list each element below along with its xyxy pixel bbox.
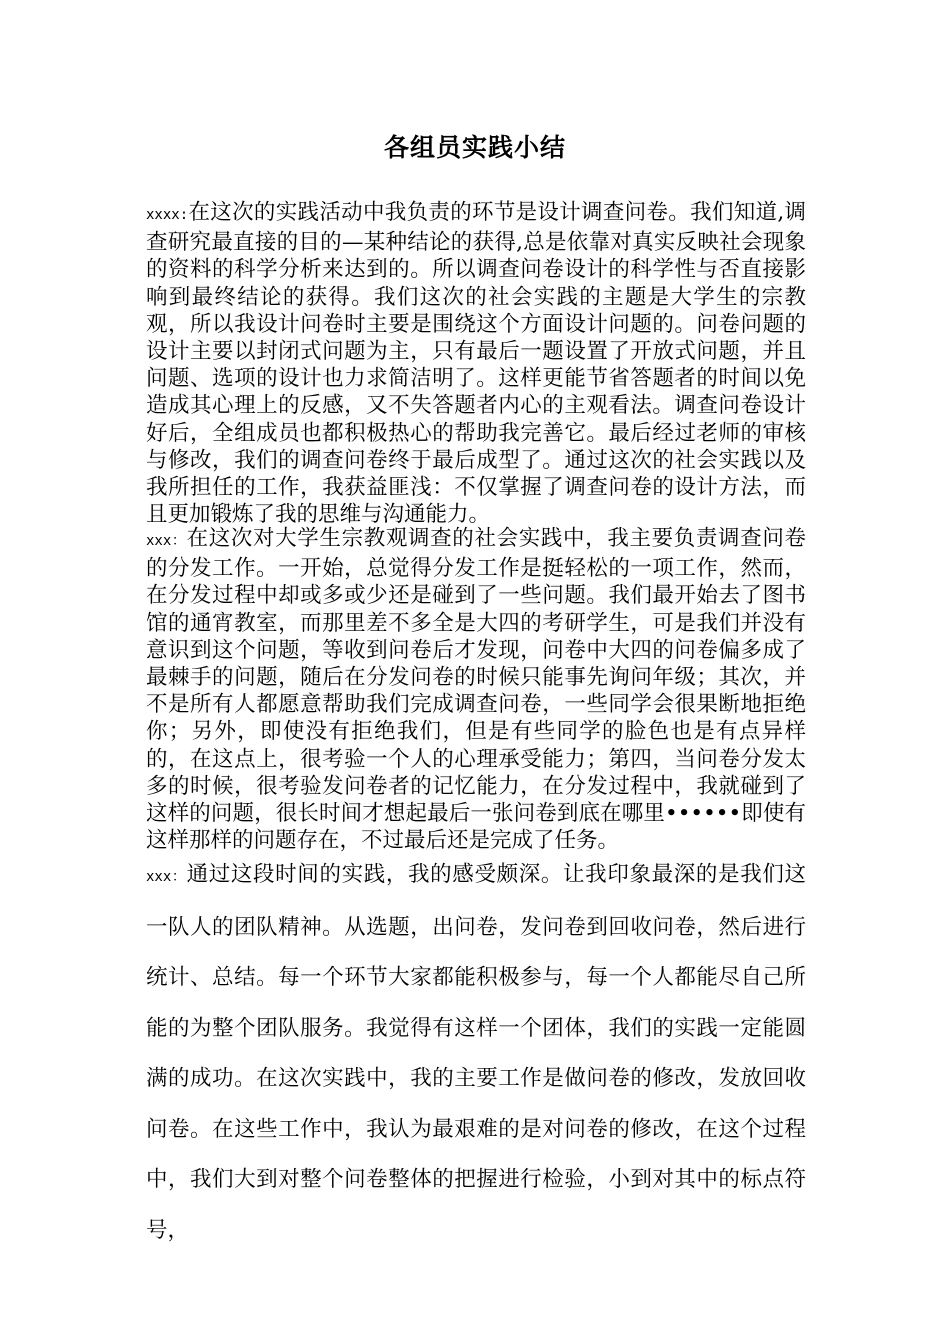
member-name-1: xxxx: xyxy=(146,207,189,223)
paragraph-1-text: 在这次的实践活动中我负责的环节是设计调查问卷。我们知道,调查研究最直接的目的—某种结论的获得,总是依靠对真实反映社会现象的资料的科学分析来达到的。所以调查问卷设计的科学性与否直接影响到最终结论的获得。我们这次的社会实践的主题是大学生的宗教观，所以我设计问卷时主要是围绕这个方面设计问题的。问卷问题的设计主要以封闭式问题为主，只有最后一题设置了开放式问题，并且问题、选项的设计也力求简洁明了。这样更能节省答题者的时间以免造成其心理上的反感，又不失答题者内心的主观看法。调查问卷设计好后，全组成员也都积极热心的帮助我完善它。最后经过老师的审核与修改，我们的调查问卷终于最后成型了。通过这次的社会实践以及我所担任的工作，我获益匪浅：不仅掌握了调查问卷的设计方法，而且更加锻炼了我的思维与沟通能力。 xyxy=(146,200,806,528)
member-name-3: xxx： xyxy=(146,869,187,885)
page-title: 各组员实践小结 xyxy=(383,133,566,162)
summary-paragraph-1 xyxy=(146,199,806,528)
member-name-2: xxx： xyxy=(146,533,187,549)
summary-paragraph-3 xyxy=(146,850,806,1256)
summary-paragraph-2 xyxy=(146,525,806,854)
paragraph-3-text: 通过这段时间的实践，我的感受颇深。让我印象最深的是我们这一队人的团队精神。从选题，出问卷，发问卷到回收问卷，然后进行统计、总结。每一个环节大家都能积极参与，每一个人都能尽自己所能的为整个团队服务。我觉得有这样一个团体，我们的实践一定能圆满的成功。在这次实践中，我的主要工作是做问卷的修改，发放回收问卷。在这些工作中，我认为最艰难的是对问卷的修改，在这个过程中，我们大到对整个问卷整体的把握进行检验，小到对其中的标点符号， xyxy=(146,862,806,1243)
paragraph-2-text: 在这次对大学生宗教观调查的社会实践中，我主要负责调查问卷的分发工作。一开始，总觉得分发工作是挺轻松的一项工作，然而，在分发过程中却或多或少还是碰到了一些问题。我们最开始去了图书馆的通宵教室，而那里差不多全是大四的考研学生，可是我们并没有意识到这个问题，等收到问卷后才发现，问卷中大四的问卷偏多成了最棘手的问题，随后在分发问卷的时候只能事先询问年级；其次，并不是所有人都愿意帮助我们完成调查问卷，一些同学会很果断地拒绝你；另外，即使没有拒绝我们，但是有些同学的脸色也是有点异样的，在这点上，很考验一个人的心理承受能力；第四，当问卷分发太多的时候，很考验发问卷者的记忆能力，在分发过程中，我就碰到了这样的问题，很长时间才想起最后一张问卷到底在哪里••••••即使有这样那样的问题存在，不过最后还是完成了任务。 xyxy=(146,526,806,854)
